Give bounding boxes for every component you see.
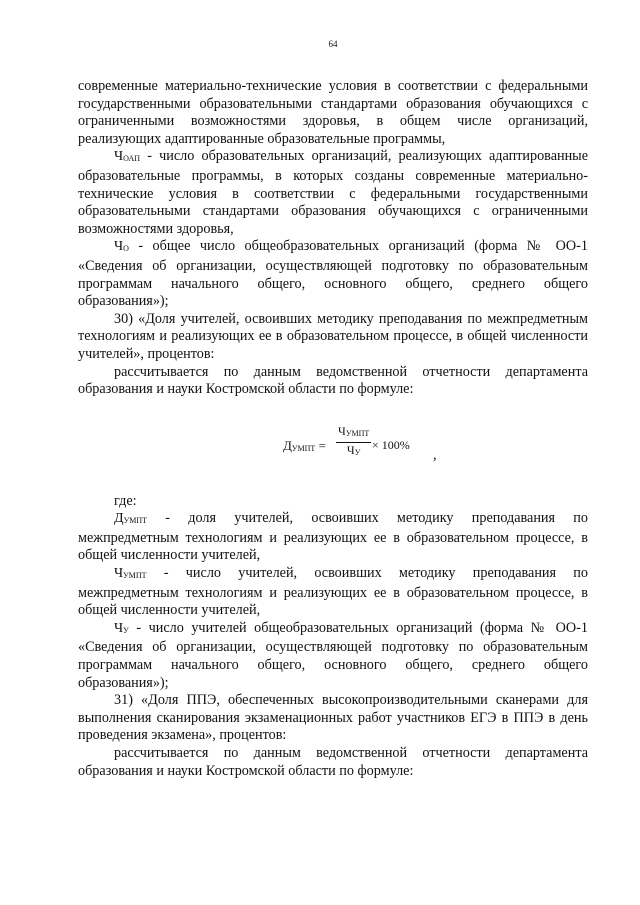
calc-note-31: рассчитывается по данным ведомственной отчетности департамента образования и науки Костромской области по формуле: [78,745,588,779]
symbol-ch: Ч [114,239,124,255]
formula-lhs-symbol: Д [283,437,292,453]
definition-ch-umpt [78,565,588,620]
definition-text: - общее число общеобразовательных организаций (форма № ОО-1 «Сведения об организации, осуществляющей подготовку по образовательным программам начального общего, основного общего, среднего общего образования»); [78,238,588,310]
symbol-d: Д [114,511,124,527]
symbol-subscript: УМПТ [123,516,148,526]
symbol-subscript: УМПТ [123,571,147,581]
where-label: где: [114,492,137,509]
formula-den-symbol: Ч [346,442,355,457]
indicator-30: 30) «Доля учителей, освоивших методику преподавания по межпредметным технологиям и реализующих ее в образовательном процессе, в общей численности учителей», процентов: [78,310,588,362]
formula-num-symbol: Ч [338,423,346,438]
formula-num-subscript: УМПТ [345,428,370,438]
definition-ch-u [78,620,588,692]
formula-equals: = [315,437,326,453]
definition-text: - число учителей общеобразовательных организаций (форма № ОО-1 «Сведения об организации, осуществляющей подготовку по образовательным программам начального общего, основного общего, среднего общего образования»); [78,619,588,691]
definition-text: - число учителей, освоивших методику преподавания по межпредметным технологиям и реализующих ее в образовательном процессе, в общей численности учителей, [78,565,588,619]
symbol-subscript: О [123,244,129,254]
definition-text: - число образовательных организаций, реализующих адаптированные образовательные программы, в которых созданы современные материально-технические условия в соответствии с федеральными государственными образовательными стандартами образования обучающихся с ограниченными возможностями здоровья, [78,148,588,237]
definition-d-umpt [78,510,588,565]
formula-denominator [336,443,371,460]
symbol-ch: Ч [114,566,124,582]
definition-ch-oap [78,148,588,238]
symbol-subscript: У [123,625,129,635]
formula-d-umpt [78,411,588,485]
formula-den-subscript: У [354,447,361,457]
formula-comma: , [433,446,437,463]
calc-note-30: рассчитывается по данным ведомственной отчетности департамента образования и науки Костромской области по формуле: [78,363,588,398]
formula-lhs-subscript: УМПТ [291,443,316,453]
page-number: 64 [328,39,338,49]
formula-numerator [336,424,371,443]
symbol-ch: Ч [114,149,124,165]
indicator-31: 31) «Доля ППЭ, обеспеченных высокопроизводительными сканерами для выполнения сканирования экзаменационных работ участников ЕГЭ в ППЭ в день проведения экзамена», процентов: [78,692,588,744]
symbol-subscript: ОАП [123,154,141,164]
formula-fraction [336,424,371,460]
definition-ch-o [78,238,588,310]
paragraph-continuation: современные материально-технические условия в соответствии с федеральными государственными образовательными стандартами образования обучающихся с ограниченными возможностями здоровья, в общем числе организаций, реализующих адаптированные образовательные программы, [78,78,588,147]
formula-multiplier: × 100% [372,437,410,452]
formula-lhs [283,437,326,458]
definition-text: - доля учителей, освоивших методику преподавания по межпредметным технологиям и реализующих ее в образовательном процессе, в общей численности учителей, [78,510,588,564]
symbol-ch: Ч [114,620,124,636]
